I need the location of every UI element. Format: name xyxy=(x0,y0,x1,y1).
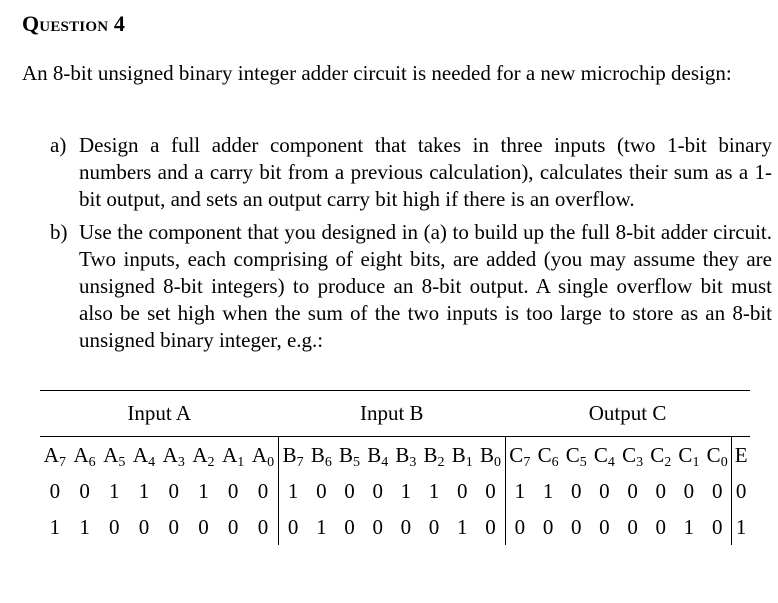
bit-value: 0 xyxy=(599,478,610,503)
bits-table xyxy=(40,390,750,545)
bit-label-c5 xyxy=(562,437,590,474)
bit-index: 6 xyxy=(324,454,332,470)
bit-letter: A xyxy=(162,442,178,467)
bit-label-row xyxy=(40,437,750,474)
bit-label-a3 xyxy=(159,437,189,474)
bit-label-a6 xyxy=(70,437,100,474)
part-b-text: Use the component that you designed in (a) to build up the full 8-bit adder circuit. Two inputs, each comprising of eight bits, are added (you may assume they are unsigned 8-bit integers) to produce an 8-bit output. A single overflow bit must also be set high when the sum of the two inputs is too large to store as an 8-bit unsigned binary integer, e.g.: xyxy=(79,220,772,352)
bit-label-c6 xyxy=(534,437,562,474)
intro-paragraph: An 8-bit unsigned binary integer adder circuit is needed for a new microchip design: xyxy=(22,61,732,85)
bit-value: 1 xyxy=(542,478,554,503)
bit-value: 1 xyxy=(49,514,61,539)
bit-value: 0 xyxy=(49,478,61,503)
bit-value: 0 xyxy=(599,514,610,539)
bit-label-b1 xyxy=(448,437,476,474)
bit-index: 6 xyxy=(88,454,96,470)
output-c-header: Output C xyxy=(505,391,750,437)
bit-index: 3 xyxy=(636,454,644,470)
group-header-row xyxy=(40,391,750,437)
question-heading: Question 4 xyxy=(22,11,126,36)
bit-value: 1 xyxy=(400,478,412,503)
bit-letter: B xyxy=(339,442,354,467)
bit-index: 3 xyxy=(409,454,417,470)
bit-label-b0 xyxy=(476,437,505,474)
bit-value: 0 xyxy=(428,514,440,539)
bit-index: 4 xyxy=(607,454,615,470)
bit-letter: B xyxy=(395,442,410,467)
bit-letter: A xyxy=(73,442,89,467)
bit-value: 0 xyxy=(257,478,269,503)
bit-value: 0 xyxy=(485,478,496,503)
bit-index: 1 xyxy=(237,454,245,470)
bit-letter: C xyxy=(650,442,665,467)
bit-value: 1 xyxy=(732,509,750,545)
bit-label-a5 xyxy=(99,437,129,474)
bit-letter: C xyxy=(509,442,524,467)
bit-letter: A xyxy=(251,442,268,467)
bit-label-e xyxy=(732,437,750,474)
bit-label-c3 xyxy=(619,437,647,474)
bit-index: 0 xyxy=(267,454,275,470)
bit-value: 0 xyxy=(655,514,666,539)
bit-label-b7 xyxy=(278,437,307,474)
bit-label-c1 xyxy=(675,437,703,474)
bit-value: 1 xyxy=(683,514,695,539)
bit-value: 0 xyxy=(400,514,412,539)
bit-letter: B xyxy=(451,442,466,467)
bit-value: 0 xyxy=(372,514,383,539)
bit-letter: B xyxy=(310,442,325,467)
bit-label-b5 xyxy=(335,437,363,474)
bit-letter: C xyxy=(622,442,637,467)
part-a-label: a) xyxy=(50,133,67,157)
bit-index: 7 xyxy=(58,454,66,470)
part-a-text: Design a full adder component that takes in three inputs (two 1-bit binary numbers and a carry bit from a previous calculation), calculates their sum as a 1-bit output, and sets an output carry bit high if there is an overflow. xyxy=(79,133,772,211)
bit-label-a1 xyxy=(218,437,248,474)
bit-label-b2 xyxy=(420,437,448,474)
bit-letter: C xyxy=(678,442,693,467)
bit-value: 0 xyxy=(711,514,723,539)
example-row-1 xyxy=(40,473,750,509)
bit-value: 1 xyxy=(278,473,307,509)
bit-letter: B xyxy=(423,442,438,467)
bit-value: 0 xyxy=(257,514,269,539)
bit-value: 0 xyxy=(505,509,534,545)
bit-value: 0 xyxy=(344,478,355,503)
bit-value: 0 xyxy=(627,478,638,503)
bit-value: 0 xyxy=(570,478,582,503)
bit-index: 5 xyxy=(579,454,587,470)
bit-value: 0 xyxy=(316,478,327,503)
bit-label-a4 xyxy=(129,437,159,474)
bit-label-a0 xyxy=(248,437,278,474)
bit-value: 0 xyxy=(456,478,468,503)
bit-letter: A xyxy=(222,442,238,467)
bit-index: 4 xyxy=(381,454,389,470)
bit-letter: B xyxy=(367,442,382,467)
bit-value: 0 xyxy=(655,478,666,503)
bit-label-b4 xyxy=(364,437,392,474)
bit-index: 1 xyxy=(692,454,700,470)
bit-value: 1 xyxy=(198,478,209,503)
bit-letter: B xyxy=(282,442,297,467)
bit-value: 0 xyxy=(372,478,383,503)
bit-value: 0 xyxy=(570,514,582,539)
bit-index: 7 xyxy=(296,454,304,470)
bit-letter: A xyxy=(103,442,119,467)
bit-value: 0 xyxy=(278,509,307,545)
part-b-label: b) xyxy=(50,220,68,244)
bit-index: 5 xyxy=(353,454,361,470)
bit-letter: A xyxy=(132,442,149,467)
bit-label-b6 xyxy=(307,437,335,474)
bit-value: 0 xyxy=(198,514,209,539)
bit-value: 0 xyxy=(485,514,496,539)
bit-value: 1 xyxy=(138,478,150,503)
bit-index: 4 xyxy=(148,454,156,470)
bit-letter: A xyxy=(43,442,59,467)
example-row-2 xyxy=(40,509,750,545)
bit-value: 0 xyxy=(732,473,750,509)
bit-label-c4 xyxy=(590,437,618,474)
bit-index: 0 xyxy=(720,454,728,470)
bit-label-c0 xyxy=(703,437,732,474)
bit-letter: C xyxy=(565,442,580,467)
bit-label-c2 xyxy=(647,437,675,474)
input-a-header: Input A xyxy=(40,391,278,437)
bit-value: 0 xyxy=(109,514,120,539)
bit-letter: E xyxy=(734,442,748,467)
bit-index: 7 xyxy=(523,454,531,470)
bit-label-b3 xyxy=(392,437,420,474)
bit-value: 1 xyxy=(456,514,468,539)
bit-value: 0 xyxy=(138,514,150,539)
bit-letter: A xyxy=(192,442,208,467)
bit-index: 3 xyxy=(177,454,185,470)
bit-letter: C xyxy=(706,442,721,467)
bit-value: 0 xyxy=(79,478,90,503)
bit-value: 0 xyxy=(168,478,179,503)
bit-value: 1 xyxy=(428,478,440,503)
bit-value: 1 xyxy=(505,473,534,509)
bit-value: 0 xyxy=(344,514,355,539)
bit-index: 1 xyxy=(465,454,473,470)
bit-index: 6 xyxy=(551,454,559,470)
bit-index: 2 xyxy=(207,454,215,470)
bit-value: 1 xyxy=(109,478,120,503)
bit-letter: C xyxy=(593,442,608,467)
bit-label-a2 xyxy=(189,437,219,474)
bit-index: 2 xyxy=(664,454,672,470)
bit-index: 0 xyxy=(493,454,501,470)
bit-value: 0 xyxy=(711,478,723,503)
input-b-header: Input B xyxy=(278,391,505,437)
bit-value: 0 xyxy=(168,514,179,539)
bit-index: 5 xyxy=(118,454,126,470)
bit-value: 1 xyxy=(79,514,90,539)
bit-letter: C xyxy=(537,442,552,467)
bit-label-c7 xyxy=(505,437,534,474)
bit-value: 0 xyxy=(227,514,239,539)
bit-value: 1 xyxy=(316,514,327,539)
bit-value: 0 xyxy=(542,514,554,539)
bit-value: 0 xyxy=(627,514,638,539)
bit-value: 0 xyxy=(227,478,239,503)
bit-letter: B xyxy=(479,442,494,467)
bit-index: 2 xyxy=(437,454,445,470)
bit-label-a7 xyxy=(40,437,70,474)
bit-value: 0 xyxy=(683,478,695,503)
